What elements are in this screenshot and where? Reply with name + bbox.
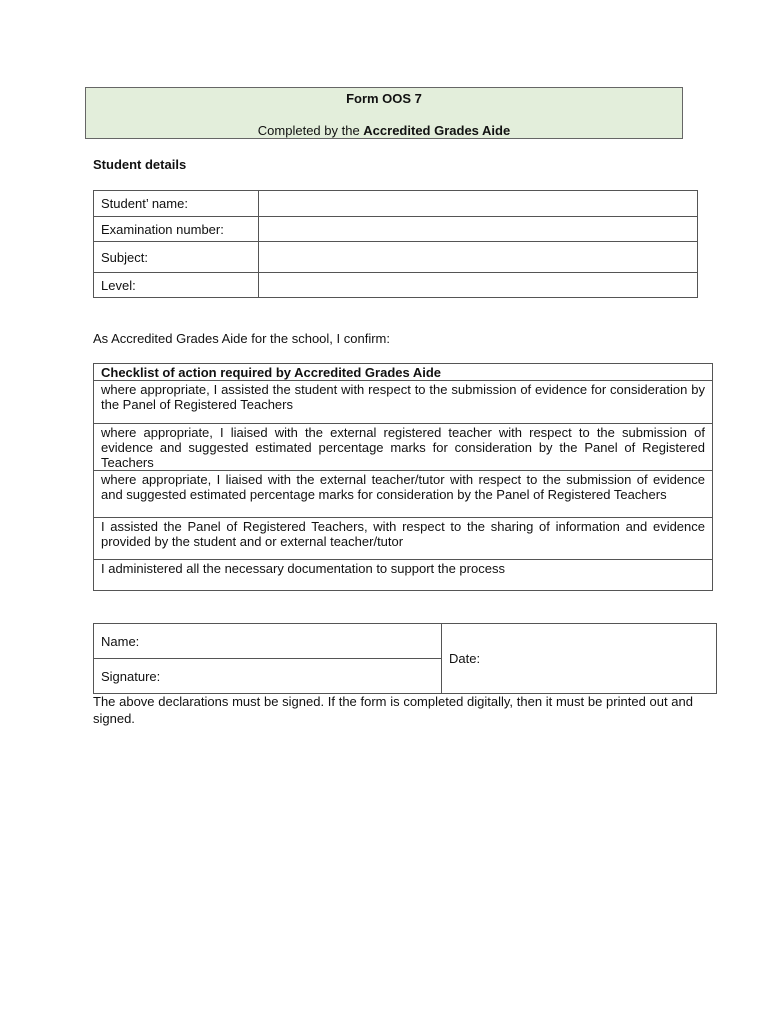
checklist-item: where appropriate, I liaised with the external registered teacher with respect to the submission of evidence and suggested estimated percentage marks for consideration by the Panel of Registered Teachers — [94, 424, 713, 471]
form-header — [85, 87, 683, 139]
name-field[interactable]: Name: — [94, 624, 442, 659]
completed-by-prefix: Completed by the — [257, 123, 364, 138]
checklist-heading: Checklist of action required by Accredited Grades Aide — [94, 364, 713, 381]
checklist-table — [93, 363, 713, 591]
table-row — [94, 624, 717, 659]
examination-number-field[interactable] — [259, 217, 698, 242]
date-field[interactable]: Date: — [442, 624, 717, 694]
checklist-item: where appropriate, I liaised with the external teacher/tutor with respect to the submission of evidence and suggested estimated percentage marks for consideration by the Panel of Registered Teachers — [94, 471, 713, 518]
subject-field[interactable] — [259, 242, 698, 273]
completed-by-line — [86, 123, 682, 138]
table-row — [94, 518, 713, 560]
table-row — [94, 381, 713, 424]
student-details-heading: Student details — [93, 157, 187, 172]
checklist-item: I assisted the Panel of Registered Teachers, with respect to the sharing of information and evidence provided by the student and or external teacher/tutor — [94, 518, 713, 560]
checklist-item: I administered all the necessary documentation to support the process — [94, 560, 713, 591]
form-title: Form OOS 7 — [346, 91, 422, 106]
signature-field[interactable]: Signature: — [94, 659, 442, 694]
table-row — [94, 191, 698, 217]
table-row — [94, 424, 713, 471]
confirm-statement: As Accredited Grades Aide for the school, I confirm: — [93, 331, 390, 346]
table-row — [94, 364, 713, 381]
table-row — [94, 242, 698, 273]
table-row — [94, 273, 698, 298]
table-row — [94, 217, 698, 242]
student-details-table — [93, 190, 698, 298]
footer-note: The above declarations must be signed. If the form is completed digitally, then it must be printed out and signed. — [93, 694, 693, 726]
student-name-field[interactable] — [259, 191, 698, 217]
level-field[interactable] — [259, 273, 698, 298]
checklist-item: where appropriate, I assisted the student with respect to the submission of evidence for consideration by the Panel of Registered Teachers — [94, 381, 713, 424]
completed-by-role: Accredited Grades Aide — [363, 123, 511, 138]
table-row — [94, 560, 713, 591]
examination-number-label: Examination number: — [94, 217, 259, 242]
student-name-label: Student’ name: — [94, 191, 259, 217]
table-row — [94, 471, 713, 518]
subject-label: Subject: — [94, 242, 259, 273]
signature-table — [93, 623, 717, 694]
level-label: Level: — [94, 273, 259, 298]
